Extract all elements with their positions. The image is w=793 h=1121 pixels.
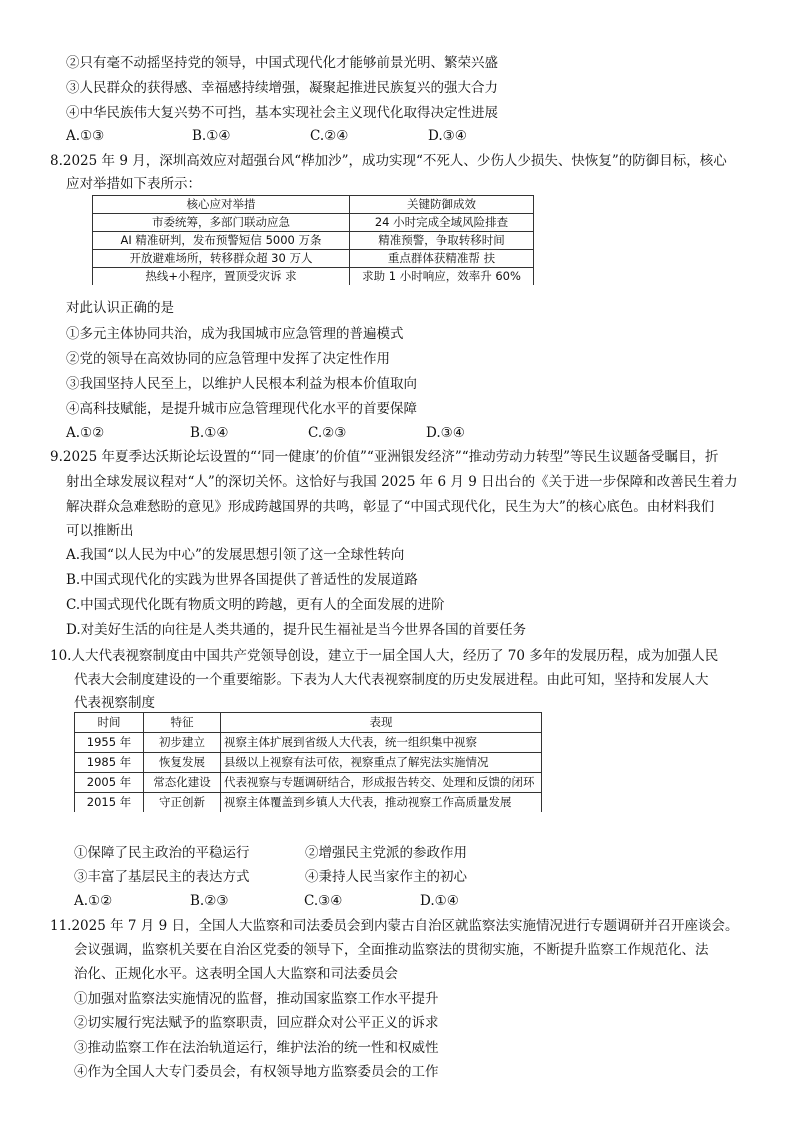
q8-item-4: ④高科技赋能，是提升城市应急管理现代化水平的首要保障 bbox=[66, 401, 417, 417]
table-cell: 初步建立 bbox=[144, 733, 221, 753]
table-cell: 县级以上视察有法可依，视察重点了解宪法实施情况 bbox=[221, 753, 542, 773]
q7-option-c[interactable]: C.②④ bbox=[310, 128, 349, 144]
q7-option-a[interactable]: A.①③ bbox=[66, 128, 105, 144]
q8-measures-table bbox=[92, 195, 534, 285]
q9-option-d[interactable]: D.对美好生活的向往是人类共通的，提升民生福祉是当今世界各国的首要任务 bbox=[66, 622, 527, 638]
q10-history-table bbox=[74, 712, 542, 812]
table-row bbox=[75, 753, 542, 773]
q10-item-4: ④秉持人民当家作主的初心 bbox=[305, 869, 467, 885]
q8-option-b[interactable]: B.①④ bbox=[190, 425, 229, 441]
table-cell: 常态化建设 bbox=[144, 773, 221, 793]
q8-options bbox=[66, 423, 566, 443]
table-cell: 2005 年 bbox=[75, 773, 144, 793]
table-cell: 热线+小程序，置顶受灾诉 求 bbox=[93, 268, 350, 286]
q10-option-d[interactable]: D.①④ bbox=[420, 893, 459, 909]
q7-option-b[interactable]: B.①④ bbox=[192, 128, 231, 144]
q8-stem-line2: 应对举措如下表所示： bbox=[66, 176, 201, 192]
table-cell: 市委统筹，多部门联动应急 bbox=[93, 214, 350, 232]
q10-options bbox=[74, 891, 494, 911]
table-cell: 求助 1 小时响应，效率升 60% bbox=[350, 268, 534, 286]
q10-item-1: ①保障了民主政治的平稳运行 bbox=[74, 845, 250, 861]
q8-option-a[interactable]: A.①② bbox=[66, 425, 105, 441]
q7-options bbox=[66, 126, 566, 146]
q9-stem-line2: 射出全球发展议程对“人”的深切关怀。这恰好与我国 2025 年 6 月 9 日出台的《关于进一步保障和改善民生着力 bbox=[66, 474, 738, 490]
table-row bbox=[75, 773, 542, 793]
table-row bbox=[75, 793, 542, 813]
q9-option-c[interactable]: C.中国式现代化既有物质文明的跨越，更有人的全面发展的进阶 bbox=[66, 597, 445, 613]
table-cell: 精准预警，争取转移时间 bbox=[350, 232, 534, 250]
table-cell: 代表视察与专题调研结合，形成报告转交、处理和反馈的闭环 bbox=[221, 773, 542, 793]
table-cell: 24 小时完成全域风险排查 bbox=[350, 214, 534, 232]
table-header-feature: 特征 bbox=[144, 713, 221, 733]
q8-item-2: ②党的领导在高效协同的应急管理中发挥了决定性作用 bbox=[66, 351, 390, 367]
q8-item-1: ①多元主体协同共治，成为我国城市应急管理的普遍模式 bbox=[66, 326, 404, 342]
q10-stem-line2: 代表大会制度建设的一个重要缩影。下表为人大代表视察制度的历史发展进程。由此可知，坚持和发展人大 bbox=[74, 672, 709, 688]
q9-stem-line4: 可以推断出 bbox=[66, 523, 134, 539]
table-cell: 1955 年 bbox=[75, 733, 144, 753]
q10-stem-line1: 10.人大代表视察制度由中国共产党领导创设，建立于一届全国人大，经历了 70 多年的发展历程，成为加强人民 bbox=[50, 648, 719, 664]
table-cell: 重点群体获精准帮 扶 bbox=[350, 250, 534, 268]
q10-option-c[interactable]: C.③④ bbox=[304, 893, 343, 909]
table-row bbox=[93, 232, 534, 250]
table-cell: 2015 年 bbox=[75, 793, 144, 813]
table-header-measures: 核心应对举措 bbox=[93, 196, 350, 214]
table-row bbox=[93, 268, 534, 286]
q10-item-2: ②增强民主党派的参政作用 bbox=[305, 845, 467, 861]
q9-stem-line3: 解决群众急难愁盼的意见》形成跨越国界的共鸣，彰显了“中国式现代化，民生为大”的核心底色。由材料我们 bbox=[66, 499, 715, 515]
q11-item-3: ③推动监察工作在法治轨道运行，维护法治的统一性和权威性 bbox=[74, 1040, 439, 1056]
table-cell: 恢复发展 bbox=[144, 753, 221, 773]
table-cell: 守正创新 bbox=[144, 793, 221, 813]
table-header-row bbox=[75, 713, 542, 733]
q11-stem-line3: 治化、正规化水平。这表明全国人大监察和司法委员会 bbox=[74, 966, 398, 982]
q8-option-d[interactable]: D.③④ bbox=[426, 425, 465, 441]
q11-item-2: ②切实履行宪法赋予的监察职责，回应群众对公平正义的诉求 bbox=[74, 1015, 439, 1031]
q9-option-a[interactable]: A.我国“以人民为中心”的发展思想引领了这一全球性转向 bbox=[66, 547, 405, 563]
q10-option-b[interactable]: B.②③ bbox=[190, 893, 229, 909]
q11-stem-line1: 11.2025 年 7 月 9 日，全国人大监察和司法委员会到内蒙古自治区就监察法实施情况进行专题调研并召开座谈会。 bbox=[50, 918, 739, 934]
q8-option-c[interactable]: C.②③ bbox=[308, 425, 347, 441]
table-row bbox=[93, 214, 534, 232]
q10-option-a[interactable]: A.①② bbox=[74, 893, 113, 909]
q8-stem-line1: 8.2025 年 9 月，深圳高效应对超强台风“桦加沙”，成功实现“不死人、少伤人少损失、快恢复”的防御目标，核心 bbox=[50, 153, 727, 169]
table-cell: 1985 年 bbox=[75, 753, 144, 773]
q7-item-3: ③人民群众的获得感、幸福感持续增强，凝聚起推进民族复兴的强大合力 bbox=[66, 80, 498, 96]
table-cell: 开放避难场所，转移群众超 30 万人 bbox=[93, 250, 350, 268]
table-header-performance: 表现 bbox=[221, 713, 542, 733]
q8-item-3: ③我国坚持人民至上，以维护人民根本利益为根本价值取向 bbox=[66, 376, 417, 392]
q7-option-d[interactable]: D.③④ bbox=[428, 128, 467, 144]
q7-item-2: ②只有毫不动摇坚持党的领导，中国式现代化才能够前景光明、繁荣兴盛 bbox=[66, 55, 498, 71]
q9-option-b[interactable]: B.中国式现代化的实践为世界各国提供了普适性的发展道路 bbox=[66, 572, 418, 588]
q11-item-1: ①加强对监察法实施情况的监督，推动国家监察工作水平提升 bbox=[74, 991, 439, 1007]
table-cell: 视察主体扩展到省级人大代表，统一组织集中视察 bbox=[221, 733, 542, 753]
table-cell: 视察主体覆盖到乡镇人大代表，推动视察工作高质量发展 bbox=[221, 793, 542, 813]
q11-stem-line2: 会议强调，监察机关要在自治区党委的领导下，全面推动监察法的贯彻实施，不断提升监察工作规范化、法 bbox=[74, 942, 709, 958]
table-row bbox=[75, 733, 542, 753]
q7-item-4: ④中华民族伟大复兴势不可挡，基本实现社会主义现代化取得决定性进展 bbox=[66, 105, 498, 121]
q10-item-3: ③丰富了基层民主的表达方式 bbox=[74, 869, 250, 885]
q10-stem-line3: 代表视察制度 bbox=[74, 695, 155, 711]
table-row bbox=[93, 250, 534, 268]
table-header-results: 关键防御成效 bbox=[350, 196, 534, 214]
q11-item-4: ④作为全国人大专门委员会，有权领导地方监察委员会的工作 bbox=[74, 1064, 439, 1080]
q9-stem-line1: 9.2025 年夏季达沃斯论坛设置的“‘同一健康’的价值”“亚洲银发经济”“推动劳动力转型”等民生议题备受瞩目，折 bbox=[50, 449, 719, 465]
table-header-row bbox=[93, 196, 534, 214]
table-header-time: 时间 bbox=[75, 713, 144, 733]
table-cell: AI 精准研判，发布预警短信 5000 万条 bbox=[93, 232, 350, 250]
q8-question: 对此认识正确的是 bbox=[66, 300, 174, 316]
